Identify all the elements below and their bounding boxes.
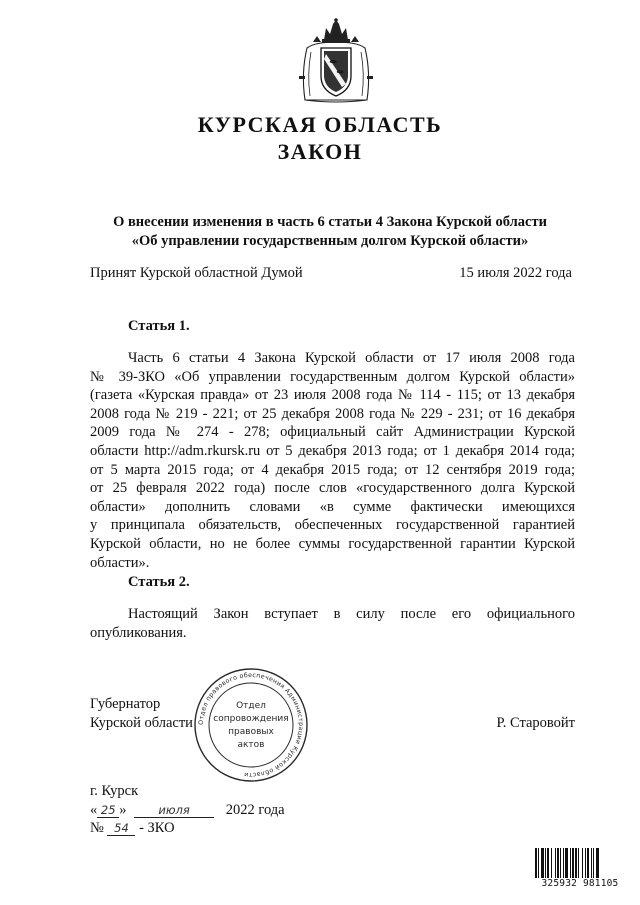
signing-year: 2022 года — [225, 802, 285, 818]
signing-date — [90, 801, 285, 820]
article-1-line: от 25 февраля 2022 года) после слов «государственного долга Курской — [90, 480, 575, 497]
signing-month: июля — [134, 803, 214, 818]
coat-of-arms-icon — [297, 18, 375, 106]
article-1-line: Курской области, но не более суммы государственной гарантии Курской — [90, 535, 575, 552]
region-title: КУРСКАЯ ОБЛАСТЬ — [197, 112, 443, 137]
stamp-inner-line: актов — [237, 740, 265, 750]
official-stamp — [190, 668, 312, 782]
article-1-line: у принципала обязательств, обеспеченных государственной гарантией — [90, 517, 575, 534]
article-1-line: № 39-ЗКО «Об управлении государственным долгом Курской области» — [90, 368, 575, 385]
barcode-number: 325932 981105 — [534, 878, 626, 889]
barcode-bar — [575, 848, 577, 880]
signatory-title-line-1: Губернатор — [90, 696, 161, 712]
article-1-title: Статья 1. — [128, 318, 190, 334]
barcode-bar — [572, 848, 574, 880]
article-1-line: области http://adm.rkursk.ru от 5 декабря 2013 года; от 1 декабря 2014 года; — [90, 442, 575, 459]
article-1-line: 2008 года № 219 - 221; от 25 декабря 2008 года № 229 - 231; от 16 декабря — [90, 405, 575, 422]
adopted-date: 15 июля 2022 года — [459, 265, 572, 281]
signatory-title-line-2: Курской области — [90, 715, 193, 731]
law-subtitle-line-1: О внесении изменения в часть 6 статьи 4 Закона Курской области — [113, 214, 547, 230]
adopted-by: Принят Курской областной Думой — [90, 265, 303, 281]
signing-day: 25 — [97, 803, 119, 818]
law-subtitle-line-2: «Об управлении государственным долгом Курской области» — [131, 233, 529, 249]
barcode-bar — [538, 848, 539, 880]
article-1-line: 2009 года № 274 - 278; официальный сайт Администрации Курской — [90, 424, 575, 441]
article-1-line: от 5 марта 2015 года; от 4 декабря 2015 года; от 12 сентября 2019 года; — [90, 461, 575, 478]
article-2-line: опубликования. — [90, 624, 187, 641]
article-1-line: области» дополнить словами «в сумме фактически имеющихся — [90, 498, 575, 515]
article-1-text — [90, 349, 575, 572]
number-suffix: - ЗКО — [139, 820, 175, 836]
barcode-bar — [596, 848, 599, 880]
date-open-quote: « — [90, 802, 98, 818]
article-1-line: области». — [90, 554, 150, 571]
barcode-bar — [591, 848, 592, 880]
barcode-bar — [535, 848, 537, 880]
barcode-bar — [551, 848, 552, 880]
barcode-bar — [557, 848, 559, 880]
date-close-quote: » — [119, 802, 127, 818]
barcode-bar — [560, 848, 561, 880]
barcode-bar — [582, 848, 583, 880]
barcode-bar — [545, 848, 546, 880]
barcode-bar — [565, 848, 568, 880]
article-1-line: (газета «Курская правда» от 23 июля 2008 года № 114 - 115; от 13 декабря — [90, 387, 575, 404]
stamp-inner-line: правовых — [228, 727, 274, 737]
barcode-bar — [578, 848, 579, 880]
law-number — [90, 819, 175, 838]
barcode-bar — [587, 848, 589, 880]
stamp-ring-text: Отдел правового обеспечения Администрации Курской области — [197, 671, 305, 779]
barcode-bar — [555, 848, 556, 880]
barcode-bar — [585, 848, 586, 880]
stamp-inner-line: Отдел — [236, 701, 266, 711]
article-1-line: Часть 6 статьи 4 Закона Курской области от 17 июля 2008 года — [128, 350, 575, 366]
article-2-line: Настоящий Закон вступает в силу после его официального — [128, 606, 575, 622]
barcode-bar — [547, 848, 549, 880]
article-2-title: Статья 2. — [128, 574, 190, 590]
barcode-bar — [541, 848, 544, 880]
barcode-bar — [593, 848, 594, 880]
city: г. Курск — [90, 783, 139, 799]
signatory-name: Р. Старовойт — [496, 715, 575, 731]
barcode-bar — [570, 848, 571, 880]
document-type-title: ЗАКОН — [277, 139, 363, 164]
number-sign: № — [90, 820, 104, 836]
law-number-value: 54 — [107, 821, 135, 836]
barcode-bar — [563, 848, 564, 880]
article-2-text — [90, 605, 575, 642]
stamp-inner-line: сопровождения — [213, 714, 289, 724]
